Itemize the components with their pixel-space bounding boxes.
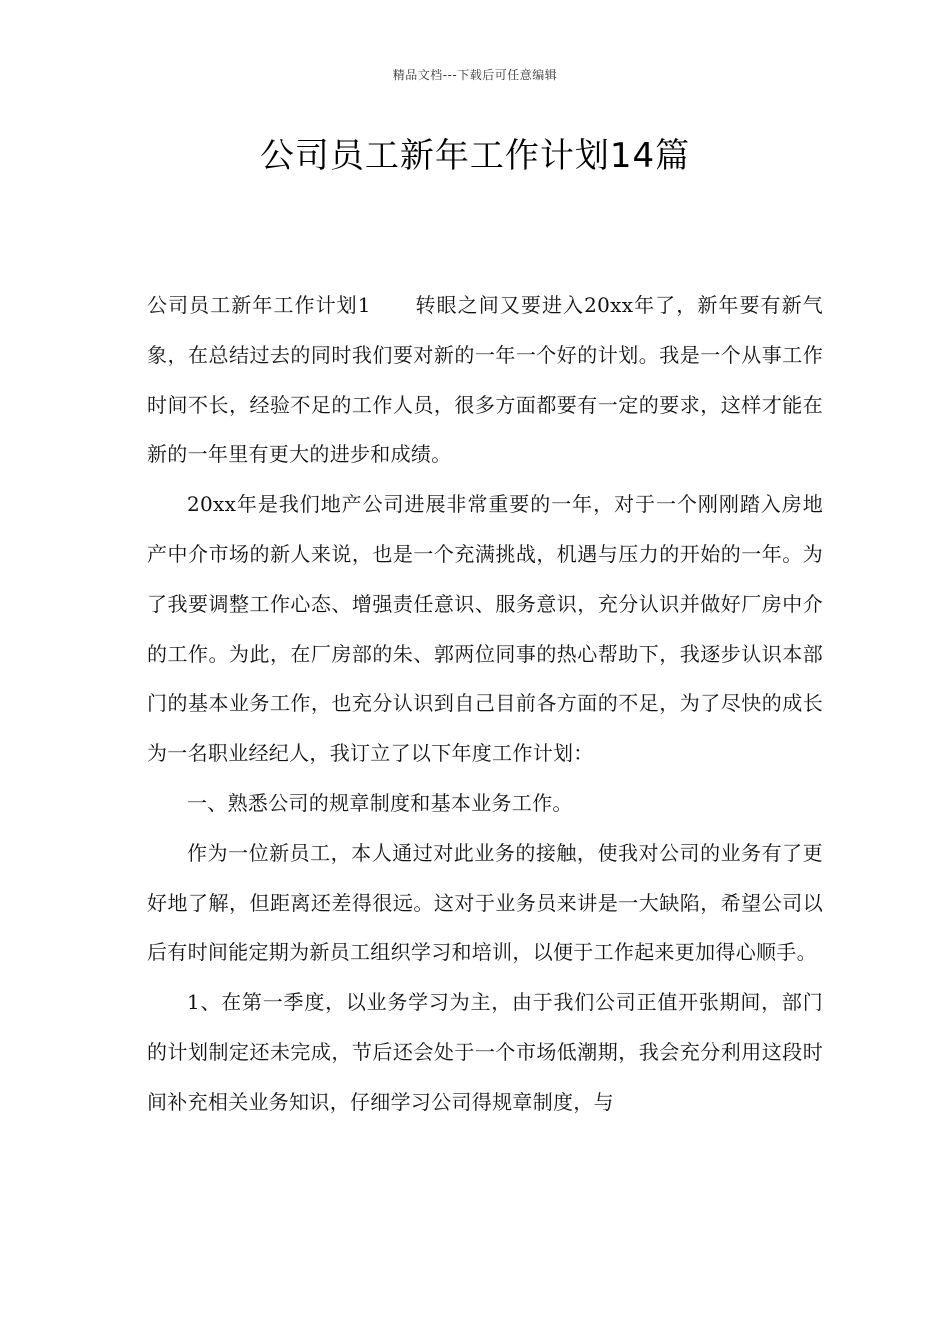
section-heading: 一、熟悉公司的规章制度和基本业务工作。: [187, 790, 573, 815]
intro-paragraph: [147, 281, 823, 480]
page-header: 精品文档---下载后可任意编辑: [392, 68, 558, 82]
paragraph: 20xx年是我们地产公司进展非常重要的一年，对于一个刚刚踏入房地产中介市场的新人来说，也是一个充满挑战，机遇与压力的开始的一年。为了我要调整工作心态、增强责任意识、服务意识，充分认识并做好厂房中介的工作。为此，在厂房部的朱、郭两位同事的热心帮助下，我逐步认识本部门的基本业务工作，也充分认识到自己目前各方面的不足，为了尽快的成长为一名职业经纪人，我订立了以下年度工作计划：: [147, 492, 823, 766]
document-title: 公司员工新年工作计划14篇: [259, 136, 691, 176]
section-label: 公司员工新年工作计划1: [147, 293, 371, 317]
paragraph: 作为一位新员工，本人通过对此业务的接触，使我对公司的业务有了更好地了解，但距离还差得很远。这对于业务员来讲是一大缺陷，希望公司以后有时间能定期为新员工组织学习和培训，以便于工作起来更加得心顺手。: [147, 840, 823, 965]
paragraph: 1、在第一季度，以业务学习为主，由于我们公司正值开张期间，部门的计划制定还未完成，节后还会处于一个市场低潮期，我会充分利用这段时间补充相关业务知识，仔细学习公司得规章制度，与: [147, 990, 823, 1114]
intro-text: 转眼之间又要进入20xx年了，新年要有新气象，在总结过去的同时我们要对新的一年一个好的计划。我是一个从事工作时间不长，经验不足的工作人员，很多方面都要有一定的要求，这样才能在新的一年里有更大的进步和成绩。: [147, 293, 823, 467]
document-body: [147, 281, 823, 1128]
